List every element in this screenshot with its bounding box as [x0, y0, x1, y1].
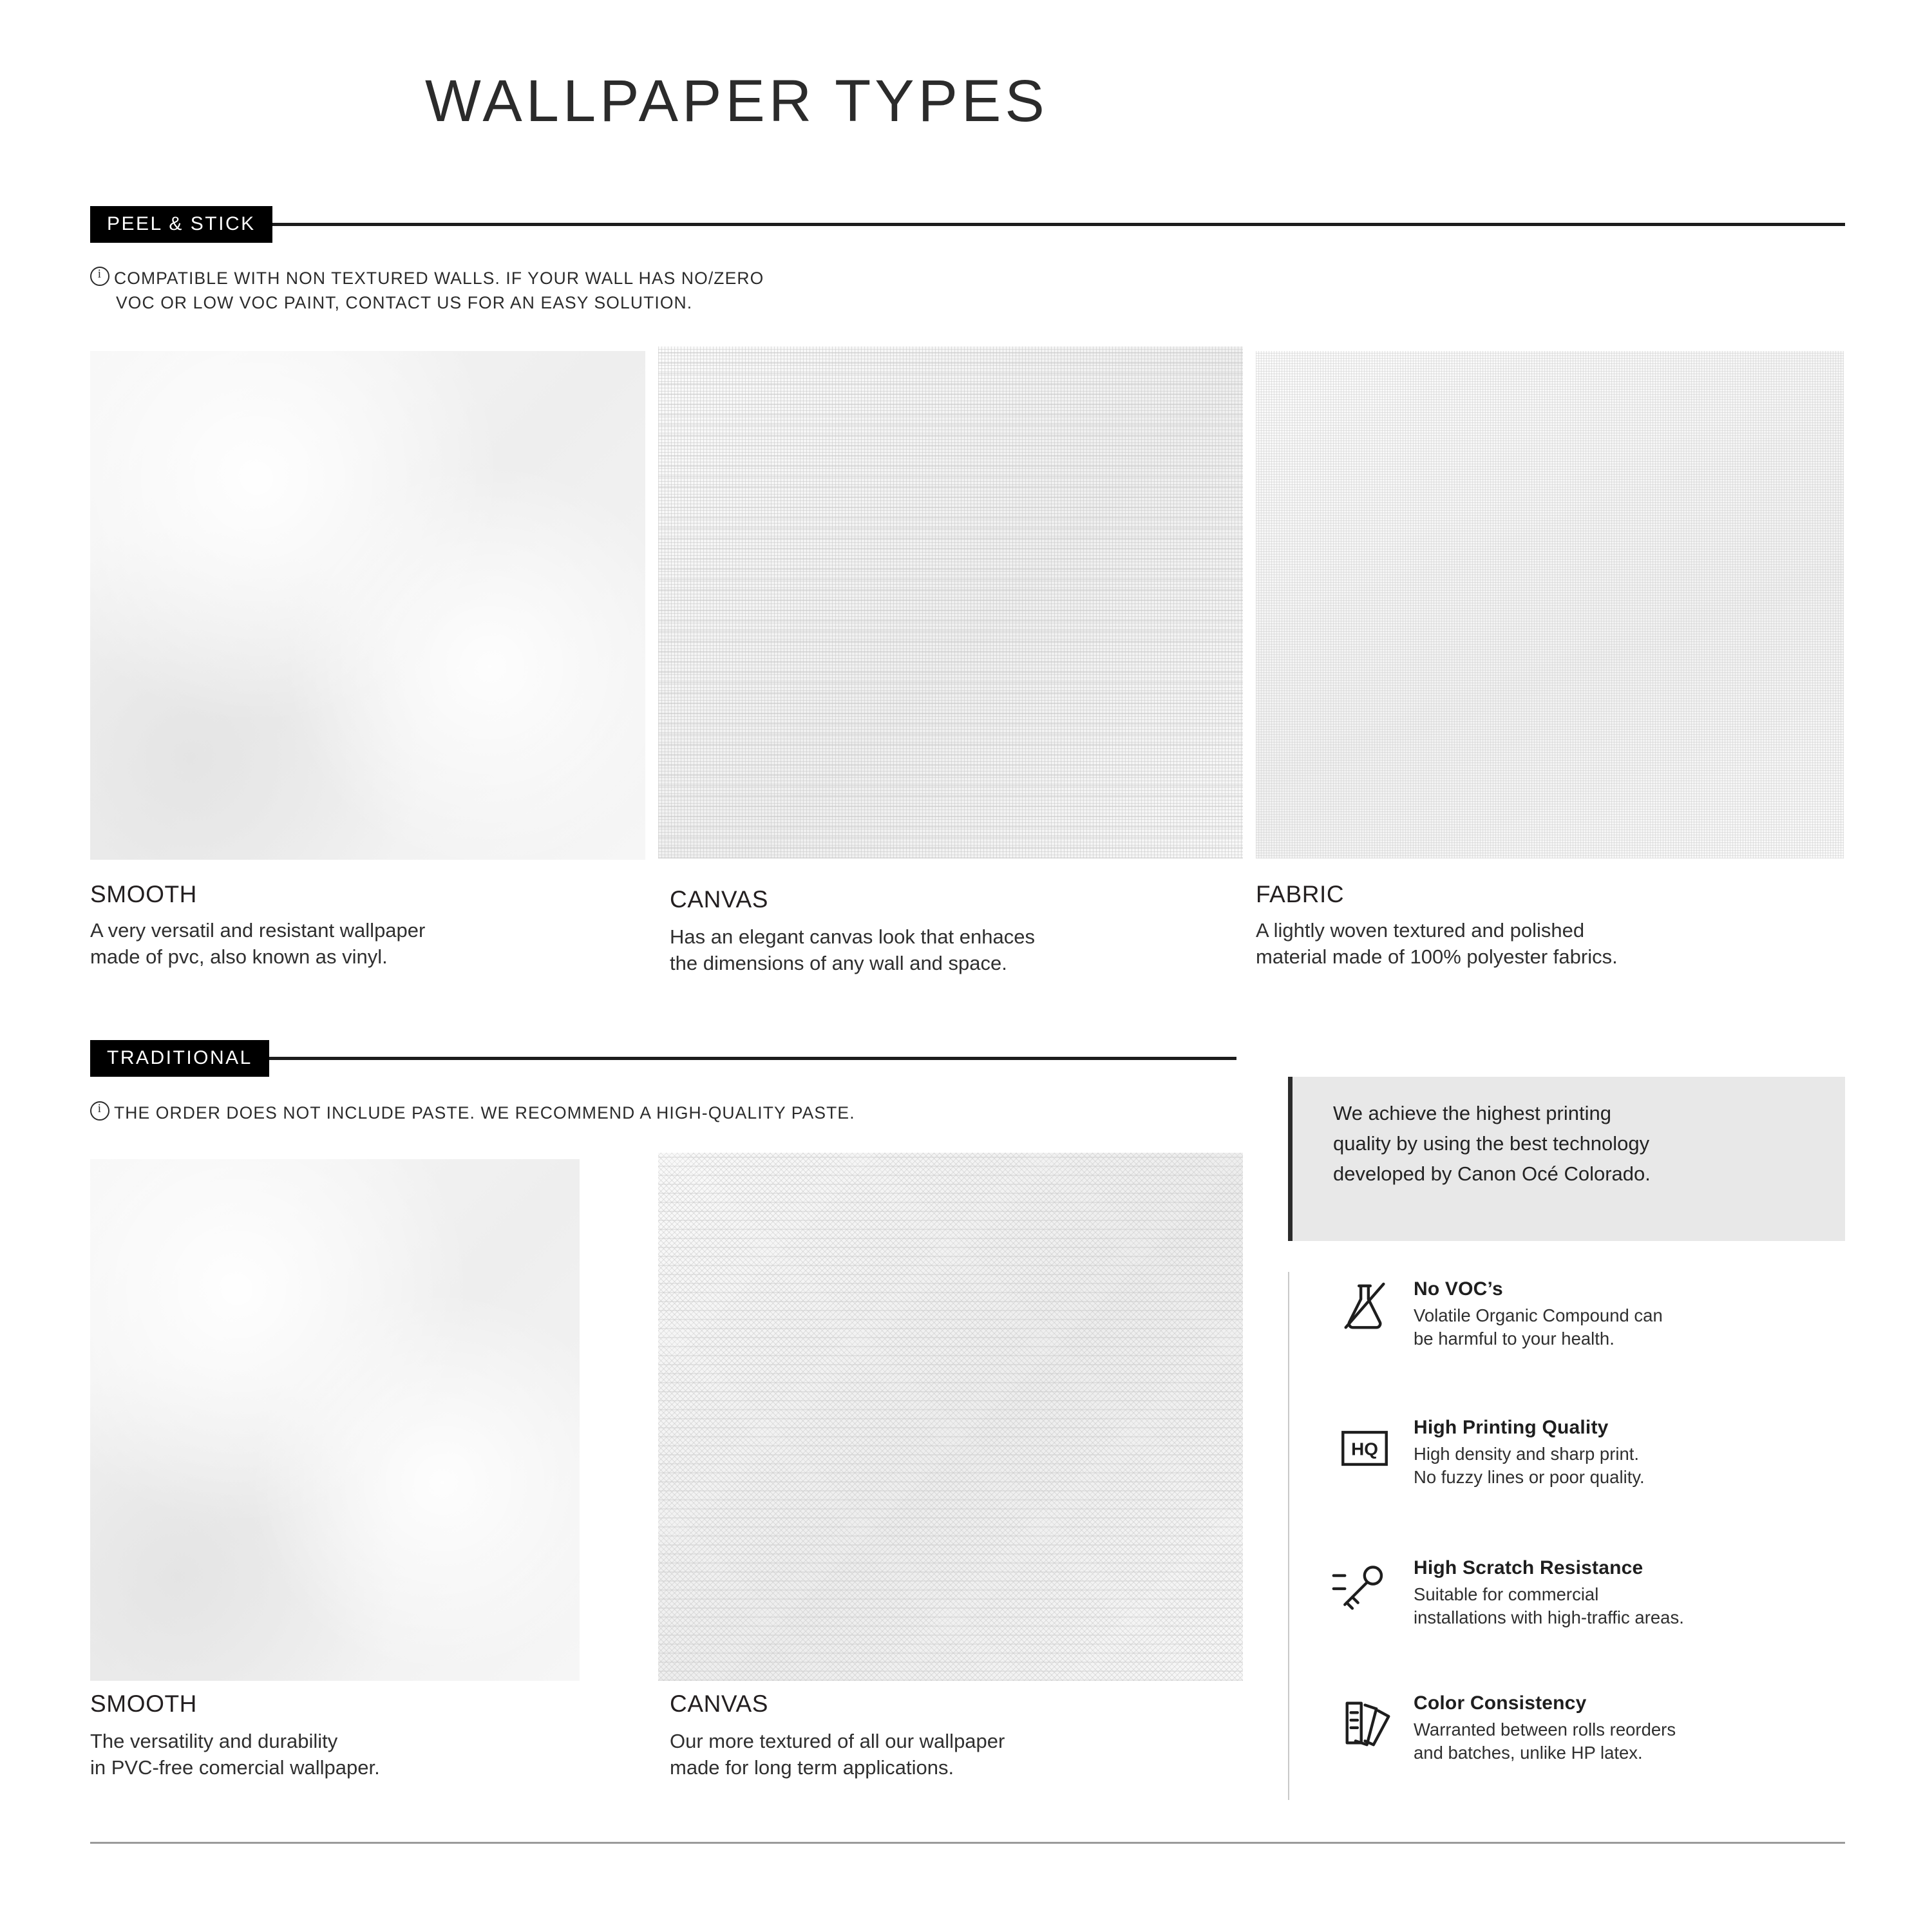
note-traditional [90, 1101, 1236, 1126]
quote-line-2: quality by using the best technology [1333, 1132, 1650, 1155]
footer-divider [90, 1842, 1845, 1844]
caption-title-peel-smooth: SMOOTH [90, 881, 197, 907]
caption-body-trad-canvas [670, 1728, 1249, 1781]
feature-title: High Printing Quality [1414, 1417, 1609, 1438]
caption-body-line-2: made for long term applications. [670, 1756, 954, 1779]
feature-body-line-1: Suitable for commercial [1414, 1584, 1599, 1604]
swatch-peel-stick-canvas [658, 346, 1243, 858]
page-title: WALLPAPER TYPES [425, 68, 1048, 134]
section-tag-traditional: TRADITIONAL [90, 1040, 269, 1077]
color-swatch-fan-icon [1340, 1694, 1396, 1754]
svg-text:HQ: HQ [1351, 1439, 1378, 1459]
hq-badge-icon [1336, 1420, 1393, 1480]
feature-body [1414, 1718, 1858, 1765]
feature-body [1414, 1583, 1858, 1630]
caption-title-trad-smooth: SMOOTH [90, 1690, 197, 1717]
quote-text [1333, 1098, 1835, 1189]
feature-body-line-2: installations with high-traffic areas. [1414, 1607, 1684, 1628]
quote-line-3: developed by Canon Océ Colorado. [1333, 1162, 1651, 1186]
section-header-peel-stick [90, 206, 1845, 243]
swatch-peel-stick-fabric [1256, 351, 1844, 858]
caption-body-line-2: the dimensions of any wall and space. [670, 952, 1007, 975]
feature-title: Color Consistency [1414, 1692, 1587, 1714]
caption-body-line-1: Our more textured of all our wallpaper [670, 1730, 1005, 1752]
feature-body-line-2: be harmful to your health. [1414, 1329, 1615, 1349]
note-line-1: THE ORDER DOES NOT INCLUDE PASTE. WE RECOMMEND A HIGH-QUALITY PASTE. [114, 1103, 855, 1122]
note-peel-stick [90, 267, 1185, 315]
caption-body-peel-fabric [1256, 917, 1848, 970]
caption-title-trad-canvas: CANVAS [670, 1690, 769, 1717]
feature-body-line-1: Volatile Organic Compound can [1414, 1305, 1663, 1325]
swatch-traditional-smooth [90, 1159, 580, 1681]
section-rule [272, 223, 1845, 226]
feature-no-voc [1414, 1278, 1852, 1351]
feature-body [1414, 1443, 1852, 1490]
caption-body-line-2: material made of 100% polyester fabrics. [1256, 945, 1618, 969]
caption-title-peel-canvas: CANVAS [670, 886, 769, 913]
feature-body-line-1: High density and sharp print. [1414, 1444, 1640, 1464]
quote-line-1: We achieve the highest printing [1333, 1102, 1611, 1124]
feature-high-scratch-resistance [1414, 1557, 1858, 1630]
caption-body-peel-canvas [670, 923, 1249, 976]
swatch-peel-stick-smooth [90, 351, 645, 860]
caption-body-peel-smooth [90, 917, 650, 970]
feature-body-line-2: and batches, unlike HP latex. [1414, 1743, 1643, 1763]
caption-title-peel-fabric: FABRIC [1256, 881, 1345, 907]
caption-body-line-1: The versatility and durability [90, 1730, 338, 1752]
scratch-resistance-key-icon [1330, 1558, 1392, 1618]
feature-body-line-2: No fuzzy lines or poor quality. [1414, 1467, 1645, 1488]
info-icon [90, 267, 109, 286]
no-voc-flask-icon [1336, 1278, 1393, 1338]
section-tag-peel-stick: PEEL & STICK [90, 206, 272, 243]
caption-body-line-2: made of pvc, also known as vinyl. [90, 945, 388, 969]
feature-high-printing-quality [1414, 1417, 1852, 1490]
caption-body-line-2: in PVC-free comercial wallpaper. [90, 1756, 380, 1779]
caption-body-line-1: A lightly woven textured and polished [1256, 919, 1585, 942]
caption-body-line-1: A very versatil and resistant wallpaper [90, 919, 426, 942]
swatch-traditional-canvas [658, 1153, 1243, 1681]
feature-body [1414, 1304, 1852, 1351]
info-icon [90, 1101, 109, 1121]
feature-title: No VOC’s [1414, 1278, 1503, 1300]
feature-color-consistency [1414, 1692, 1858, 1765]
section-header-traditional [90, 1040, 1236, 1077]
caption-body-trad-smooth [90, 1728, 586, 1781]
note-line-2: VOC OR LOW VOC PAINT, CONTACT US FOR AN EASY SOLUTION. [116, 292, 693, 312]
section-rule [269, 1057, 1236, 1060]
feature-body-line-1: Warranted between rolls reorders [1414, 1719, 1676, 1739]
feature-title: High Scratch Resistance [1414, 1557, 1643, 1578]
caption-body-line-1: Has an elegant canvas look that enhaces [670, 925, 1035, 948]
note-line-1: COMPATIBLE WITH NON TEXTURED WALLS. IF YOUR WALL HAS NO/ZERO [114, 269, 764, 288]
features-divider [1288, 1272, 1289, 1800]
